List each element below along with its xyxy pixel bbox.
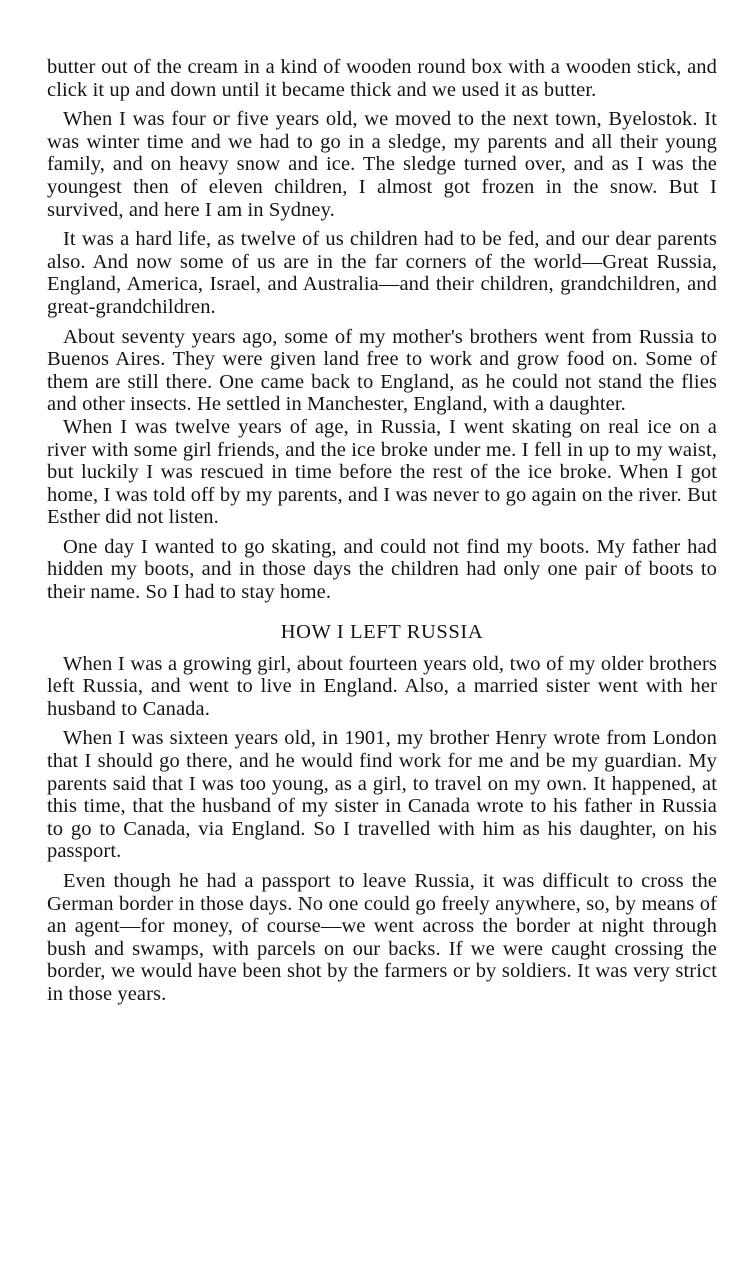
paragraph-german-border: Even though he had a passport to leave Russia, it was difficult to cross the German border in those days. No one could go freely anywhere, so, by means of an agent—for money, of course—we went across the border at night through bush and swamps, with parcels on our backs. If we were caught crossing the border, we would have been shot by the farmers or by soldiers. It was very strict in those years.	[47, 870, 717, 1005]
section-heading: HOW I LEFT RUSSIA	[280, 620, 484, 643]
paragraph-hidden-boots: One day I wanted to go skating, and could not find my boots. My father had hidden my boots, and in those days the children had only one pair of boots to their name. So I had to stay home.	[47, 535, 717, 604]
paragraph-continued: butter out of the cream in a kind of wooden round box with a wooden stick, and click it up and down until it became thick and we used it as butter.	[47, 56, 717, 101]
paragraph-hard-life: It was a hard life, as twelve of us children had to be fed, and our dear parents also. And now some of us are in the far corners of the world—Great Russia, England, America, Israel, and Australia—and their children, grandchildren, and great-grandchildren.	[47, 228, 717, 318]
paragraph-travel-to-london: When I was sixteen years old, in 1901, my brother Henry wrote from London that I should go there, and he would find work for me and be my guardian. My parents said that I was too young, as a girl, to travel on my own. It happened, at this time, that the husband of my sister in Canada wrote to his father in Russia to go to Canada, via England. So I travelled with him as his daughter, on his passport.	[47, 727, 717, 863]
book-page	[47, 56, 717, 1013]
paragraph-brothers-left: When I was a growing girl, about fourteen years old, two of my older brothers left Russia, and went to live in England. Also, a married sister went with her husband to Canada.	[47, 652, 717, 720]
paragraph-move-to-byelostok: When I was four or five years old, we moved to the next town, Byelostok. It was winter time and we had to go in a sledge, my parents and all their young family, and on heavy snow and ice. The sledge turned over, and as I was the youngest then of eleven children, I almost got frozen in the snow. But I survived, and here I am in Sydney.	[47, 108, 717, 221]
paragraph-buenos-aires: About seventy years ago, some of my mother's brothers went from Russia to Buenos Aires. They were given land free to work and grow food on. Some of them are still there. One came back to England, as he could not stand the flies and other insects. He settled in Manchester, England, with a daughter.	[47, 325, 717, 416]
paragraph-ice-skating: When I was twelve years of age, in Russia, I went skating on real ice on a river with some girl friends, and the ice broke under me. I fell in up to my waist, but luckily I was rescued in time before the rest of the ice broke. When I got home, I was told off by my parents, and I was never to go again on the river. But Esther did not listen.	[47, 415, 717, 529]
